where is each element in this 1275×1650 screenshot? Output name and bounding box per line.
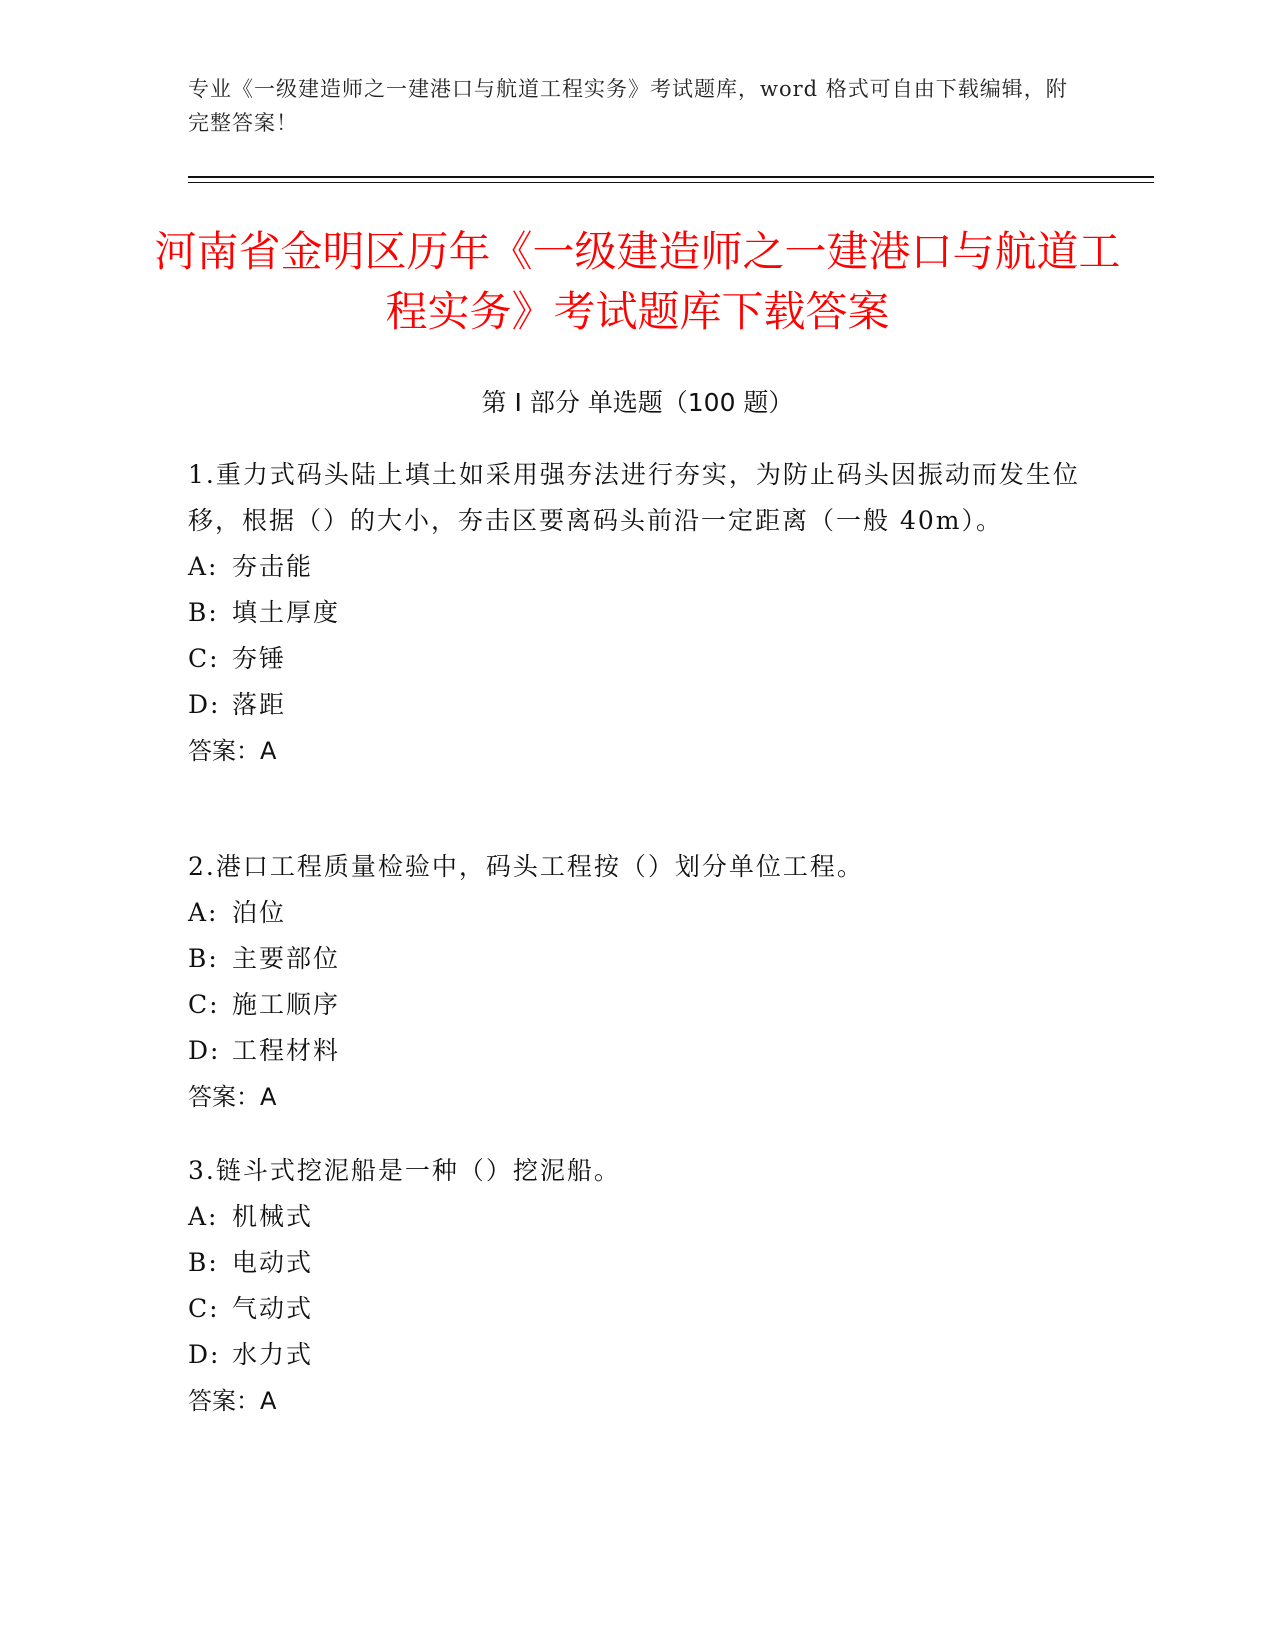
question-block-2 xyxy=(188,844,1088,1120)
option-letter: D: xyxy=(188,1036,221,1065)
option-a xyxy=(188,544,1088,590)
option-text: 泊位 xyxy=(232,898,287,927)
option-letter: D: xyxy=(188,690,221,719)
option-text: 机械式 xyxy=(232,1202,314,1231)
document-title: 河南省金明区历年《一级建造师之一建港口与航道工程实务》考试题库下载答案 xyxy=(154,227,1121,336)
option-list xyxy=(188,1194,1088,1378)
option-d xyxy=(188,1028,1088,1074)
question-block-1 xyxy=(188,452,1088,774)
option-letter: B: xyxy=(188,1248,219,1277)
option-d xyxy=(188,1332,1088,1378)
option-text: 落距 xyxy=(232,690,287,719)
option-letter: C: xyxy=(188,1294,220,1323)
option-letter: D: xyxy=(188,1340,221,1369)
option-c xyxy=(188,1286,1088,1332)
option-text: 气动式 xyxy=(232,1294,314,1323)
option-c xyxy=(188,636,1088,682)
option-b xyxy=(188,1240,1088,1286)
question-text: 3.链斗式挖泥船是一种（）挖泥船。 xyxy=(188,1156,621,1185)
option-letter: B: xyxy=(188,944,219,973)
section-heading: 第 I 部分 单选题（100 题） xyxy=(481,388,794,417)
option-letter: A: xyxy=(188,552,219,581)
question-text: 1.重力式码头陆上填土如采用强夯法进行夯实，为防止码头因振动而发生位移，根据（）的大小，夯击区要离码头前沿一定距离（一般 40m）。 xyxy=(188,460,1080,535)
option-a xyxy=(188,1194,1088,1240)
option-text: 夯击能 xyxy=(232,552,314,581)
option-c xyxy=(188,982,1088,1028)
option-letter: C: xyxy=(188,990,220,1019)
answer-line: 答案：A xyxy=(188,737,277,765)
option-letter: A: xyxy=(188,898,219,927)
option-b xyxy=(188,936,1088,982)
option-list xyxy=(188,890,1088,1074)
option-letter: B: xyxy=(188,598,219,627)
option-letter: A: xyxy=(188,1202,219,1231)
option-text: 电动式 xyxy=(232,1248,314,1277)
option-letter: C: xyxy=(188,644,220,673)
header-divider-thin xyxy=(188,182,1154,183)
option-text: 工程材料 xyxy=(232,1036,341,1065)
header-note: 专业《一级建造师之一建港口与航道工程实务》考试题库，word 格式可自由下载编辑，附完整答案！ xyxy=(188,77,1068,135)
option-text: 施工顺序 xyxy=(232,990,341,1019)
option-text: 水力式 xyxy=(232,1340,314,1369)
option-a xyxy=(188,890,1088,936)
header-divider-thick xyxy=(188,176,1154,178)
option-text: 主要部位 xyxy=(232,944,341,973)
answer-line: 答案：A xyxy=(188,1387,277,1415)
question-block-3 xyxy=(188,1148,1088,1424)
option-list xyxy=(188,544,1088,728)
option-b xyxy=(188,590,1088,636)
answer-line: 答案：A xyxy=(188,1083,277,1111)
question-text: 2.港口工程质量检验中，码头工程按（）划分单位工程。 xyxy=(188,852,864,881)
option-text: 填土厚度 xyxy=(232,598,341,627)
option-d xyxy=(188,682,1088,728)
option-text: 夯锤 xyxy=(232,644,287,673)
